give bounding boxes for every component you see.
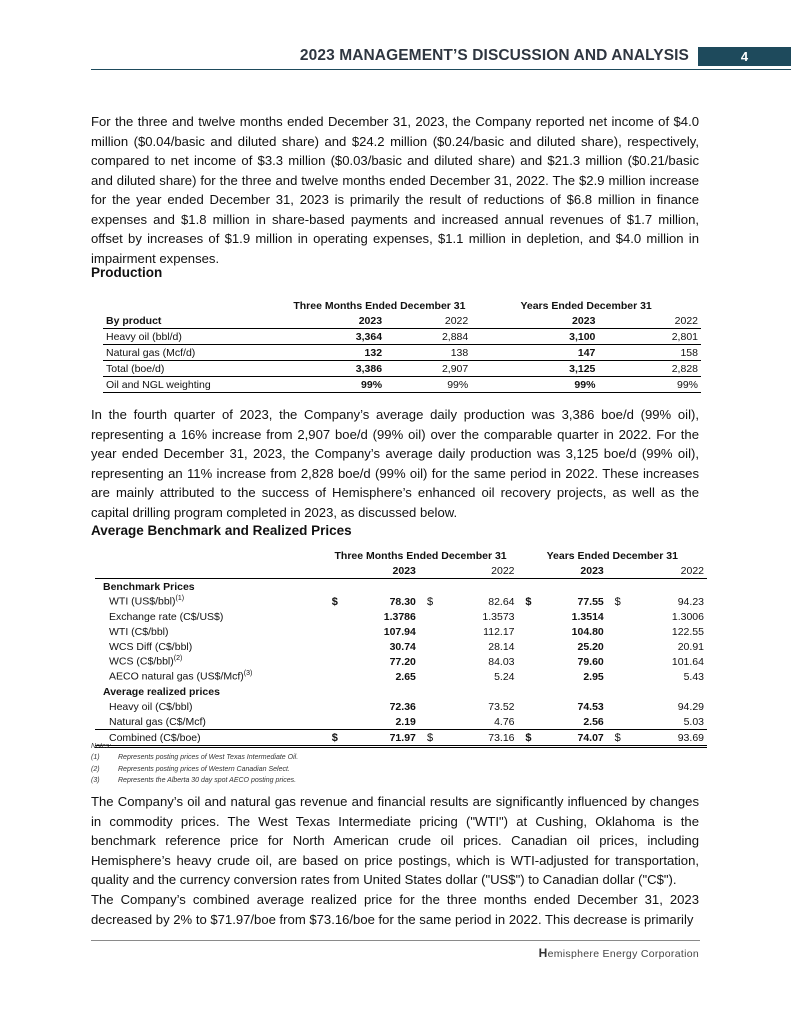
cell-q2022: 4.76 [441,714,517,730]
currency-symbol: $ [518,730,540,747]
cell-y2022: 99% [598,377,701,393]
table-row [95,594,707,609]
production-col-y2022: 2022 [598,313,701,329]
production-group-three-months: Three Months Ended December 31 [293,299,466,312]
row-label: Heavy oil (bbl/d) [103,329,288,345]
row-label: Combined (C$/boe) [95,730,324,747]
table-row [95,654,707,669]
table-row [95,669,707,684]
production-col-label: By product [103,313,288,329]
table-row [95,639,707,654]
currency-symbol: $ [419,730,441,747]
production-table [103,298,701,393]
cell-y2022: 122.55 [671,625,704,638]
production-group-years: Years Ended December 31 [520,299,652,312]
cell-y2022: 20.91 [677,640,704,653]
note-item: (1) Represents posting prices of West Texas Intermediate Oil. [91,754,299,762]
cell-q2023: 30.74 [389,640,416,653]
cell-y2023: 74.07 [539,730,606,747]
currency-symbol: $ [607,730,629,747]
row-label: Natural gas (Mcf/d) [103,345,288,361]
cell-q2023: 132 [288,345,385,361]
currency-symbol: $ [324,730,346,747]
cell-q2023: 99% [288,377,385,393]
cell-y2023: 77.55 [577,595,604,608]
benchmark-prices-label: Benchmark Prices [103,580,195,593]
table-row [95,609,707,624]
cell-y2022: 101.64 [671,655,704,668]
cell-q2022: 73.52 [488,700,515,713]
footer-divider [91,940,700,941]
row-label: Natural gas (C$/Mcf) [95,714,324,730]
cell-y2022: 1.3006 [671,610,704,623]
row-label: Total (boe/d) [103,361,288,377]
cell-q2023: 2.65 [395,670,416,683]
table-row [95,699,707,714]
cell-y2023: 25.20 [577,640,604,653]
table-notes [91,741,298,787]
cell-y2022: 5.43 [683,670,704,683]
cell-y2022: 94.23 [677,595,704,608]
production-paragraph: In the fourth quarter of 2023, the Company’s average daily production was 3,386 boe/d (99% oil), representing a 16% increase from 2,907 boe/d (99% oil) over the comparable quarter in 2022. For the year ended December 31, 2023, the Company’s average daily production was 3,125 boe/d (99% oil), representing an 11% increase from 2,828 boe/d (99% oil) for the same period in 2022. These increases are mainly attributed to the success of Hemisphere’s enhanced oil recovery projects, as well as the capital drilling program completed in 2023, as discussed below. [91,407,699,520]
table-row [103,377,701,393]
note-item: (3) Represents the Alberta 30 day spot AECO posting prices. [91,777,297,785]
prices-col-y2022: 2022 [607,563,707,579]
cell-y2022: 94.29 [677,700,704,713]
cell-q2022: 82.64 [488,595,515,608]
prices-group-three-months: Three Months Ended December 31 [334,549,507,562]
footer-company-name: Hemisphere Energy Corporation [538,946,699,960]
page-number: 4 [698,47,791,66]
cell-y2022: 93.69 [629,730,707,747]
row-label: Heavy oil (C$/bbl) [109,700,193,713]
cell-q2023: 1.3786 [383,610,416,623]
prices-col-y2023: 2023 [518,563,607,579]
cell-q2023: 78.30 [389,595,416,608]
realized-prices-label: Average realized prices [103,685,220,698]
cell-y2022: 158 [598,345,701,361]
row-label: AECO natural gas (US$/Mcf)$^{(3)}$ [109,670,253,683]
currency-symbol: $ [614,595,621,608]
cell-q2023: 3,386 [288,361,385,377]
table-row [103,329,701,345]
table-row [95,624,707,639]
cell-q2023: 2.19 [346,714,419,730]
note-item: (2) Represents posting prices of Western Canadian Select. [91,765,290,773]
report-title: 2023 MANAGEMENT’S DISCUSSION AND ANALYSIS [299,47,689,64]
cell-y2023: 99% [471,377,598,393]
production-col-q2023: 2023 [288,313,385,329]
cell-y2023: 74.53 [577,700,604,713]
cell-q2022: 5.24 [494,670,515,683]
row-label: WCS (C$/bbl)$^{(2)}$ [109,655,183,668]
cell-y2022: 2,801 [598,329,701,345]
prices-col-q2023: 2023 [324,563,419,579]
currency-symbol: $ [525,595,532,608]
cell-q2022: 2,884 [385,329,471,345]
cell-q2022: 84.03 [488,655,515,668]
production-col-y2023: 2023 [471,313,598,329]
cell-q2022: 1.3573 [482,610,515,623]
row-label: Oil and NGL weighting [103,377,288,393]
cell-y2022: 5.03 [629,714,707,730]
cell-q2022: 28.14 [488,640,515,653]
cell-q2022: 2,907 [385,361,471,377]
currency-symbol: $ [427,595,434,608]
cell-y2023: 2.95 [583,670,604,683]
realized-price-paragraph: The Company’s combined average realized price for the three months ended December 31, 2023 decreased by 2% to $71.97/boe from $73.16/boe for the same period in 2022. This decrease is primarily [91,892,699,927]
prices-col-q2022: 2022 [419,563,518,579]
cell-y2023: 1.3514 [571,610,604,623]
prices-heading: Average Benchmark and Realized Prices [91,523,352,538]
currency-symbol: $ [331,595,338,608]
prices-group-years: Years Ended December 31 [546,549,678,562]
table-row [95,714,707,730]
cell-y2023: 104.80 [571,625,604,638]
cell-y2023: 79.60 [577,655,604,668]
row-label: WTI (C$/bbl) [109,625,169,638]
cell-q2023: 107.94 [383,625,416,638]
cell-q2022: 99% [385,377,471,393]
cell-y2023: 2.56 [539,714,606,730]
production-heading: Production [91,265,163,280]
intro-paragraph: For the three and twelve months ended December 31, 2023, the Company reported net income of $4.0 million ($0.04/basic and diluted share) and $24.2 million ($0.24/basic and diluted share), respectively, compared to net income of $3.3 million ($0.03/basic and diluted share) and $21.3 million ($0.21/basic and diluted share) for the three and twelve months ended December 31, 2022. The $2.9 million increase for the year ended December 31, 2023 is primarily the result of reductions of $6.8 million in finance expenses and $1.8 million in share-based payments and increased annual revenues of $1.7 million, offset by increases of $1.9 million in operating expenses, $1.1 million in depletion, and $4.0 million in impairment expenses. [91,114,699,266]
notes-title: Notes: [91,743,112,750]
row-label: Exchange rate (C$/US$) [109,610,224,623]
cell-q2023: 3,364 [288,329,385,345]
cell-q2023: 71.97 [346,730,419,747]
cell-q2022: 138 [385,345,471,361]
prices-table [95,548,707,748]
table-row [103,345,701,361]
commodity-paragraph: The Company’s oil and natural gas revenue and financial results are significantly influenced by changes in commodity prices. The West Texas Intermediate pricing ("WTI") at Cushing, Oklahoma is the benchmark reference price for North American crude oil prices. Canadian oil prices, including Hemisphere’s heavy crude oil, are based on price postings, which is WTI-adjusted for transportation, quality and the currency conversion rates from United States dollar ("US$") to Canadian dollar ("C$"). [91,794,699,887]
cell-q2022: 73.16 [441,730,517,747]
row-label: WTI (US$/bbl)$^{(1)}$ [109,595,185,608]
cell-y2022: 2,828 [598,361,701,377]
production-col-q2022: 2022 [385,313,471,329]
row-label: WCS Diff (C$/bbl) [109,640,193,653]
header-divider [91,69,791,70]
cell-q2022: 112.17 [483,625,515,638]
cell-y2023: 3,100 [471,329,598,345]
cell-q2023: 77.20 [389,655,416,668]
cell-y2023: 3,125 [471,361,598,377]
cell-y2023: 147 [471,345,598,361]
cell-q2023: 72.36 [389,700,416,713]
table-row [103,361,701,377]
